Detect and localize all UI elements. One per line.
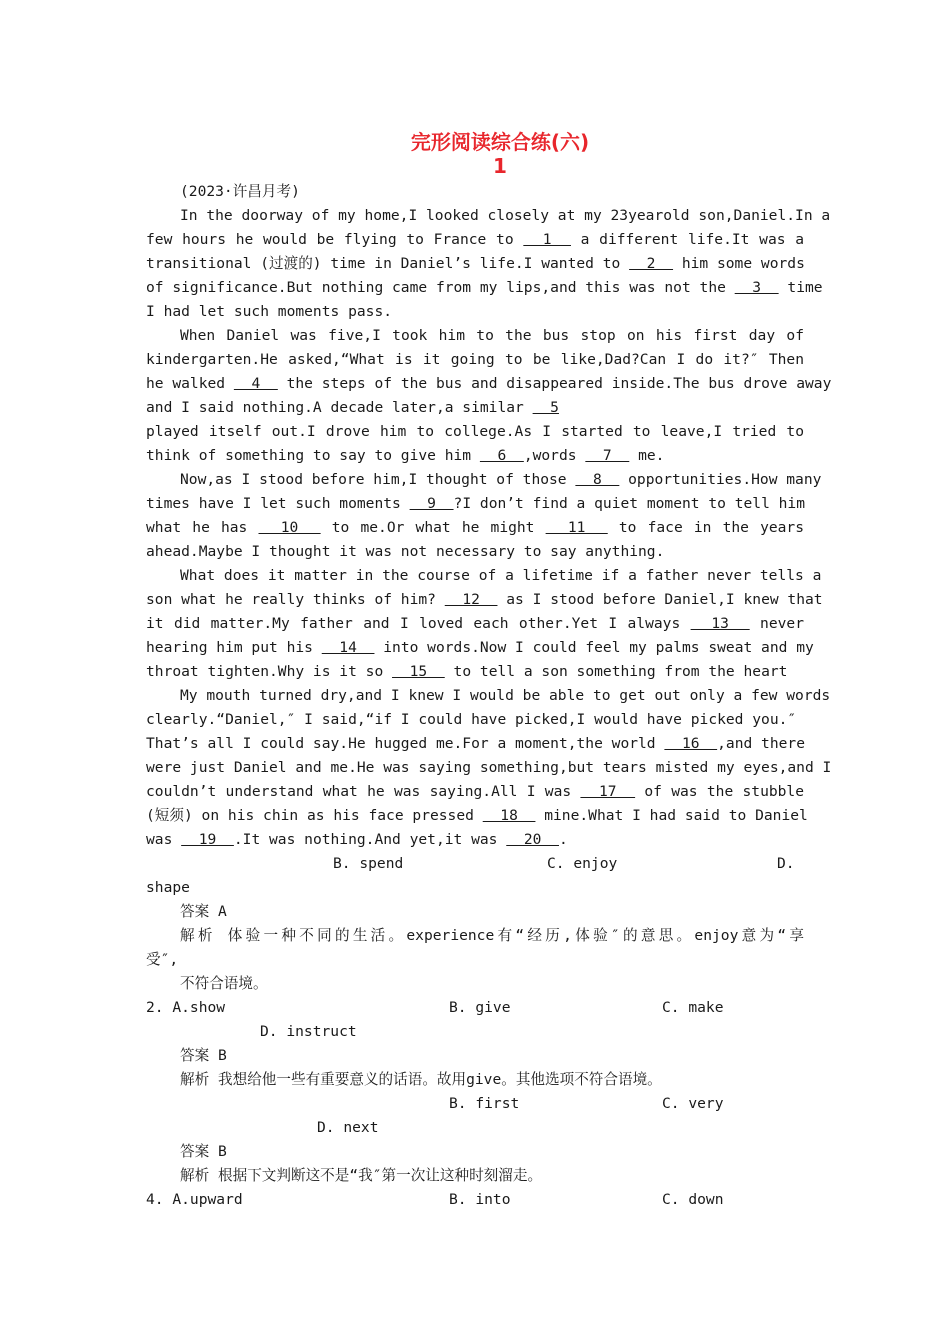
passage-line-7: kindergarten.He asked,“What is it going to be like,Dad?Can I do it?″ Then (146, 351, 804, 368)
text: of significance.But nothing came from my lips,and this was not the (146, 279, 726, 296)
passage-line-17 (146, 588, 823, 612)
passage-line-25 (146, 780, 804, 804)
passage-line-19 (146, 636, 814, 660)
blank-6: 6 (479, 447, 524, 464)
passage-line-1: In the doorway of my home,I looked closely at my 23yearold son,Daniel.In a (180, 207, 831, 224)
text: what he has (146, 519, 248, 536)
text: . (558, 831, 568, 848)
text: it did matter.My father and I loved each other.Yet I always (146, 615, 681, 632)
blank-2: 2 (629, 255, 674, 272)
blank-7: 7 (585, 447, 630, 464)
q2-option-c: C. make (662, 999, 724, 1016)
analysis-label: 解析 (180, 1167, 210, 1184)
passage-line-14 (146, 516, 804, 540)
text: times have I let such moments (146, 495, 401, 512)
text: few hours he would be flying to France to (146, 231, 514, 248)
answer-value: B (218, 1143, 227, 1160)
answer-value: A (218, 903, 227, 920)
q3-option-d: D. next (317, 1119, 379, 1136)
q1-analysis-line-3: 不符合语境。 (180, 975, 268, 992)
passage-line-2 (146, 228, 804, 252)
analysis-label: 解析 (180, 927, 216, 944)
text: transitional (过渡的) time in Daniel’s life.I wanted to (146, 255, 621, 272)
source-note: (2023·许昌月考) (180, 183, 300, 200)
q3-option-c: C. very (662, 1095, 724, 1112)
answer-label: 答案 (180, 903, 210, 920)
passage-line-15: ahead.Maybe I thought it was not necessary to say anything. (146, 543, 665, 560)
q1-analysis-line-2: 受″, (146, 951, 179, 968)
blank-10: 10 (258, 519, 321, 536)
blank-12: 12 (444, 591, 498, 608)
analysis-text: 我想给他一些有重要意义的话语。故用give。其他选项不符合语境。 (218, 1071, 662, 1088)
passage-line-10: played itself out.I drove him to college.As I started to leave,I tried to (146, 423, 804, 440)
blank-8: 8 (575, 471, 620, 488)
text: he walked (146, 375, 226, 392)
text: to me.Or what he might (331, 519, 535, 536)
blank-18: 18 (482, 807, 536, 824)
passage-line-22: clearly.“Daniel,″ I said,“if I could have picked,I would have picked you.″ (146, 711, 797, 728)
analysis-text: 根据下文判断这不是“我″第一次让这种时刻溜走。 (218, 1167, 543, 1184)
text: never (760, 615, 804, 632)
text: ,words (523, 447, 577, 464)
q1-answer (180, 900, 227, 924)
passage-line-23 (146, 732, 804, 756)
passage-line-27 (146, 828, 804, 852)
q3-analysis (180, 1164, 542, 1188)
q2-option-a: 2. A.show (146, 999, 226, 1016)
q4-option-c: C. down (662, 1191, 724, 1208)
q2-option-b: B. give (449, 999, 511, 1016)
q1-option-d: D. (777, 855, 795, 872)
blank-20: 20 (506, 831, 559, 848)
blank-17: 17 (580, 783, 636, 800)
text: ?I don’t find a quiet moment to tell him (453, 495, 805, 512)
text: (短须) on his chin as his face pressed (146, 807, 474, 824)
passage-line-18 (146, 612, 804, 636)
text: to tell a son something from the heart (453, 663, 788, 680)
passage-line-26 (146, 804, 808, 828)
text: time (787, 279, 823, 296)
text: me. (638, 447, 665, 464)
text: into words.Now I could feel my palms sweat and my (383, 639, 814, 656)
blank-4: 4 (233, 375, 278, 392)
blank-15: 15 (392, 663, 445, 680)
text: Now,as I stood before him,I thought of those (180, 471, 567, 488)
text: ,and there (717, 735, 805, 752)
blank-19: 19 (181, 831, 234, 848)
passage-line-5: I had let such moments pass. (146, 303, 393, 320)
q2-option-d: D. instruct (260, 1023, 357, 1040)
passage-line-8 (146, 372, 832, 396)
q4-option-b: B. into (449, 1191, 511, 1208)
text: and I said nothing.A decade later,a similar (146, 399, 524, 416)
q1-option-d-text: shape (146, 879, 190, 896)
passage-line-12 (180, 468, 822, 492)
passage-number: 1 (493, 154, 507, 178)
passage-line-11 (146, 444, 804, 468)
blank-1: 1 (523, 231, 571, 248)
blank-13: 13 (690, 615, 750, 632)
answer-label: 答案 (180, 1047, 210, 1064)
page-title: 完形阅读综合练(六) (410, 130, 590, 154)
q2-analysis (180, 1068, 662, 1092)
text: was (146, 831, 173, 848)
q1-option-b: B. spend (333, 855, 404, 872)
text: couldn’t understand what he was saying.All I was (146, 783, 572, 800)
passage-line-3 (146, 252, 804, 276)
q4-option-a: 4. A.upward (146, 1191, 243, 1208)
passage-line-9 (146, 396, 804, 420)
text: of was the stubble (644, 783, 805, 800)
blank-9: 9 (409, 495, 454, 512)
text: throat tighten.Why is it so (146, 663, 384, 680)
text: .It was nothing.And yet,it was (233, 831, 498, 848)
text: son what he really thinks of him? (146, 591, 436, 608)
q3-option-b: B. first (449, 1095, 520, 1112)
text: think of something to say to give him (146, 447, 472, 464)
blank-3: 3 (734, 279, 779, 296)
passage-line-20 (146, 660, 804, 684)
q2-answer (180, 1044, 227, 1068)
blank-5: 5 (532, 399, 559, 416)
analysis-label: 解析 (180, 1071, 210, 1088)
blank-14: 14 (321, 639, 375, 656)
q1-analysis (180, 924, 804, 948)
analysis-text: 体验一种不同的生活。experience有“经历,体验″的意思。enjoy意为“享 (227, 927, 804, 944)
text: hearing him put his (146, 639, 313, 656)
blank-16: 16 (664, 735, 718, 752)
text: a different life.It was a (580, 231, 805, 248)
passage-line-24: were just Daniel and me.He was saying something,but tears misted my eyes,and I (146, 759, 832, 776)
passage-line-21: My mouth turned dry,and I knew I would be able to get out only a few words (180, 687, 831, 704)
passage-line-13 (146, 492, 804, 516)
q3-answer (180, 1140, 227, 1164)
q1-option-c: C. enjoy (547, 855, 618, 872)
blank-11: 11 (545, 519, 608, 536)
text: opportunities.How many (628, 471, 822, 488)
text: That’s all I could say.He hugged me.For a moment,the world (146, 735, 656, 752)
text: the steps of the bus and disappeared inside.The bus drove away (286, 375, 832, 392)
passage-line-6: When Daniel was five,I took him to the bus stop on his first day of (180, 327, 804, 344)
text: mine.What I had said to Daniel (544, 807, 808, 824)
text: as I stood before Daniel,I knew that (506, 591, 823, 608)
answer-value: B (218, 1047, 227, 1064)
text: to face in the years (618, 519, 804, 536)
text: him some words (681, 255, 805, 272)
passage-line-4 (146, 276, 823, 300)
answer-label: 答案 (180, 1143, 210, 1160)
passage-line-16: What does it matter in the course of a lifetime if a father never tells a (180, 567, 822, 584)
